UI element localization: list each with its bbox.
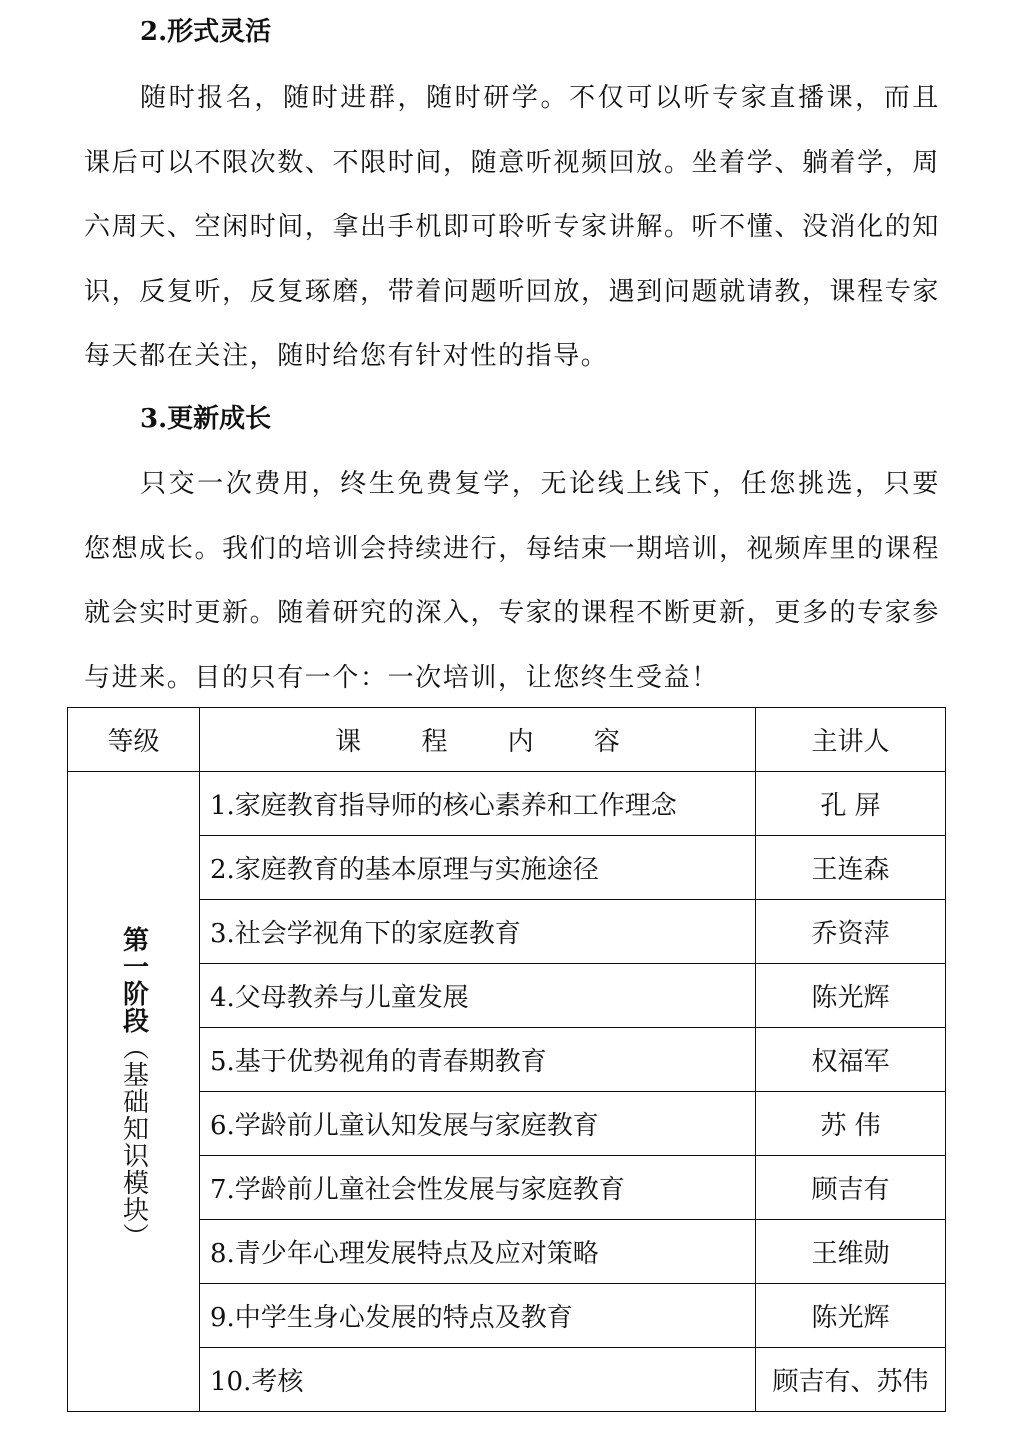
table-row (68, 1092, 946, 1156)
section-heading-update-growth: 3.更新成长 (140, 404, 272, 434)
course-speaker: 顾吉有 (756, 1156, 946, 1220)
course-content: 7.学龄前儿童社会性发展与家庭教育 (200, 1156, 756, 1220)
header-speaker: 主讲人 (756, 708, 946, 772)
course-speaker: 权福军 (756, 1028, 946, 1092)
section-paragraph-update-growth: 只交一次费用，终生免费复学，无论线上线下，任您挑选，只要您想成长。我们的培训会持续进行，每结束一期培训，视频库里的课程就会实时更新。随着研究的深入，专家的课程不断更新，更多的专家参与进来。目的只有一个：一次培训，让您终生受益！ (84, 469, 940, 693)
course-content: 1.家庭教育指导师的核心素养和工作理念 (200, 772, 756, 836)
course-speaker: 顾吉有、苏伟 (756, 1348, 946, 1412)
course-content: 10.考核 (200, 1348, 756, 1412)
stage-module: （基础知识模块） (118, 1034, 149, 1250)
course-content: 8.青少年心理发展特点及应对策略 (200, 1220, 756, 1284)
table-row (68, 1156, 946, 1220)
table-row (68, 836, 946, 900)
course-speaker: 王连森 (756, 836, 946, 900)
course-speaker: 乔资萍 (756, 900, 946, 964)
table-row (68, 1348, 946, 1412)
course-speaker: 王维勋 (756, 1220, 946, 1284)
table-row (68, 900, 946, 964)
table-row (68, 772, 946, 836)
stage-label (120, 926, 148, 1250)
course-speaker: 陈光辉 (756, 964, 946, 1028)
course-table (67, 707, 946, 1412)
table-row (68, 1284, 946, 1348)
header-level: 等级 (68, 708, 200, 772)
course-content: 6.学龄前儿童认知发展与家庭教育 (200, 1092, 756, 1156)
course-content: 5.基于优势视角的青春期教育 (200, 1028, 756, 1092)
course-speaker: 孔 屏 (756, 772, 946, 836)
table-row (68, 1028, 946, 1092)
course-content: 2.家庭教育的基本原理与实施途径 (200, 836, 756, 900)
table-row (68, 964, 946, 1028)
section-heading-flexible: 2.形式灵活 (140, 17, 272, 47)
course-content: 9.中学生身心发展的特点及教育 (200, 1284, 756, 1348)
table-header-row (68, 708, 946, 772)
course-content: 3.社会学视角下的家庭教育 (200, 900, 756, 964)
section-paragraph-flexible: 随时报名，随时进群，随时研学。不仅可以听专家直播课，而且课后可以不限次数、不限时间，随意听视频回放。坐着学、躺着学，周六周天、空闲时间，拿出手机即可聆听专家讲解。听不懂、没消化的知识，反复听，反复琢磨，带着问题听回放，遇到问题就请教，课程专家每天都在关注，随时给您有针对性的指导。 (84, 83, 940, 371)
course-speaker: 陈光辉 (756, 1284, 946, 1348)
table-row (68, 1220, 946, 1284)
header-content (200, 708, 756, 772)
stage-name: 第一阶段 (118, 926, 149, 1034)
course-speaker: 苏 伟 (756, 1092, 946, 1156)
course-content: 4.父母教养与儿童发展 (200, 964, 756, 1028)
header-content-label: 课 程 内 容 (335, 727, 646, 757)
stage-cell (68, 772, 200, 1412)
